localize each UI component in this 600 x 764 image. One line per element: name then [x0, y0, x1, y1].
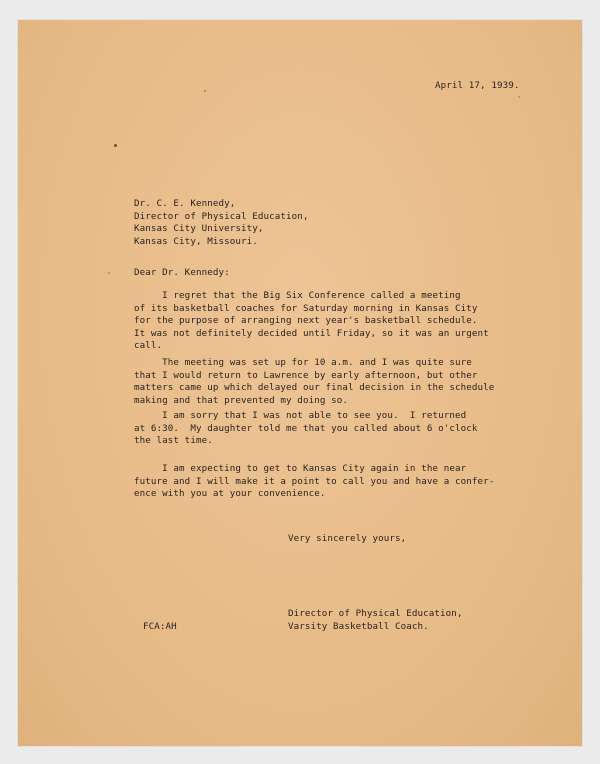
- body-paragraph: [134, 290, 489, 353]
- paper-speck: [204, 90, 206, 92]
- body-line: of its basketball coaches for Saturday morning in Kansas City: [134, 302, 478, 314]
- letter-page: [18, 20, 582, 746]
- body-line: The meeting was set up for 10 a.m. and I was quite sure: [134, 357, 472, 368]
- complimentary-closing: Very sincerely yours,: [288, 533, 407, 544]
- recipient-title: Director of Physical Education,: [134, 210, 309, 222]
- signer-title: Director of Physical Education,: [288, 608, 463, 619]
- paper-speck: [114, 144, 117, 147]
- body-line: making and that prevented my doing so.: [134, 394, 348, 406]
- body-paragraph: [134, 410, 478, 448]
- body-line: matters came up which delayed our final decision in the schedule: [134, 382, 495, 393]
- reference-initials: FCA:AH: [143, 621, 177, 632]
- salutation: Dear Dr. Kennedy:: [134, 267, 230, 278]
- body-line: at 6:30. My daughter told me that you called about 6 o'clock: [134, 422, 478, 434]
- recipient-address: [134, 198, 309, 248]
- body-line: It was not definitely decided until Friday, so it was an urgent: [134, 327, 489, 339]
- body-line: for the purpose of arranging next year's basketball schedule.: [134, 315, 478, 326]
- body-line: ence with you at your convenience.: [134, 488, 326, 499]
- recipient-city: Kansas City, Missouri.: [134, 235, 258, 247]
- recipient-name: Dr. C. E. Kennedy,: [134, 198, 236, 209]
- body-paragraph: [134, 357, 494, 407]
- body-paragraph: [134, 463, 494, 501]
- signer-role: Varsity Basketball Coach.: [288, 620, 429, 632]
- letter-date: April 17, 1939.: [435, 80, 520, 91]
- body-line: I am sorry that I was not able to see you. I returned: [134, 410, 467, 421]
- body-line: that I would return to Lawrence by early afternoon, but other: [134, 369, 478, 381]
- recipient-institution: Kansas City University,: [134, 223, 264, 234]
- paper-speck: [108, 272, 110, 274]
- signature-block: [288, 608, 463, 633]
- body-line: call.: [134, 340, 163, 351]
- body-line: the last time.: [134, 435, 213, 446]
- paper-speck: [518, 96, 520, 98]
- body-line: future and I will make it a point to call you and have a confer-: [134, 475, 495, 487]
- body-line: I regret that the Big Six Conference called a meeting: [134, 290, 461, 301]
- body-line: I am expecting to get to Kansas City again in the near: [134, 463, 467, 474]
